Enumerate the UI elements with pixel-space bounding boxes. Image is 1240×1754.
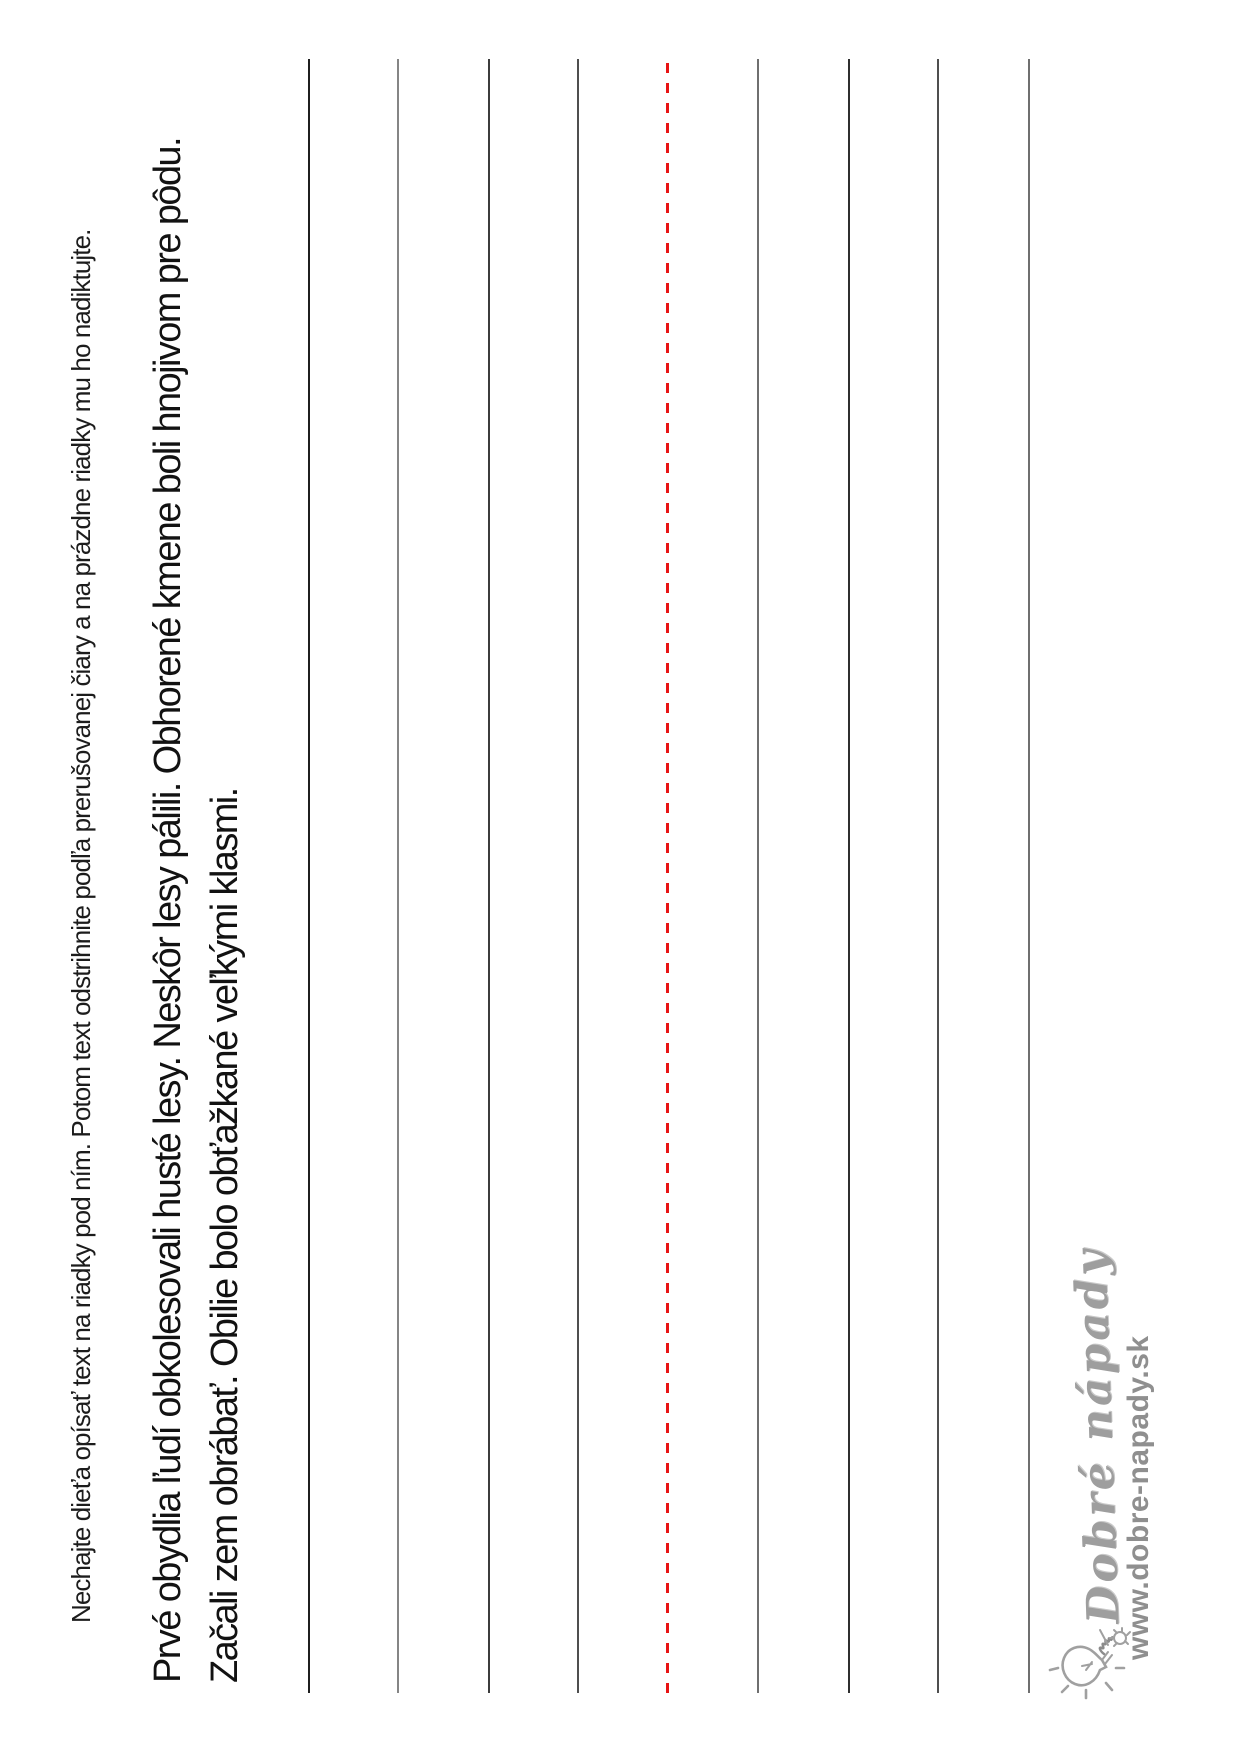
cut-line	[666, 59, 669, 1693]
writing-line	[577, 59, 579, 1693]
writing-line	[308, 59, 310, 1693]
writing-line	[757, 59, 759, 1693]
writing-line	[937, 59, 939, 1693]
dictation-passage	[140, 138, 254, 1683]
writing-line	[397, 59, 400, 1693]
passage-line-2: Začali zem obrábať. Obilie bolo obťažkané veľkými klasmi.	[204, 788, 246, 1683]
writing-line	[848, 59, 850, 1693]
writing-line	[1028, 59, 1031, 1693]
instructions-text: Nechajte dieťa opísať text na riadky pod ním. Potom text odstrihnite podľa prerušovanej čiary a na prázdne riadky mu ho nadiktujte.	[66, 229, 96, 1623]
writing-line	[488, 59, 490, 1693]
passage-line-1: Prvé obydlia ľudí obkolesovali husté lesy. Neskôr lesy pálili. Obhorené kmene boli hnojivom pre pôdu.	[147, 138, 189, 1683]
website-url: www.dobre-napady.sk	[1122, 1335, 1155, 1660]
brand-name: Dobré nápady	[1065, 1246, 1130, 1625]
